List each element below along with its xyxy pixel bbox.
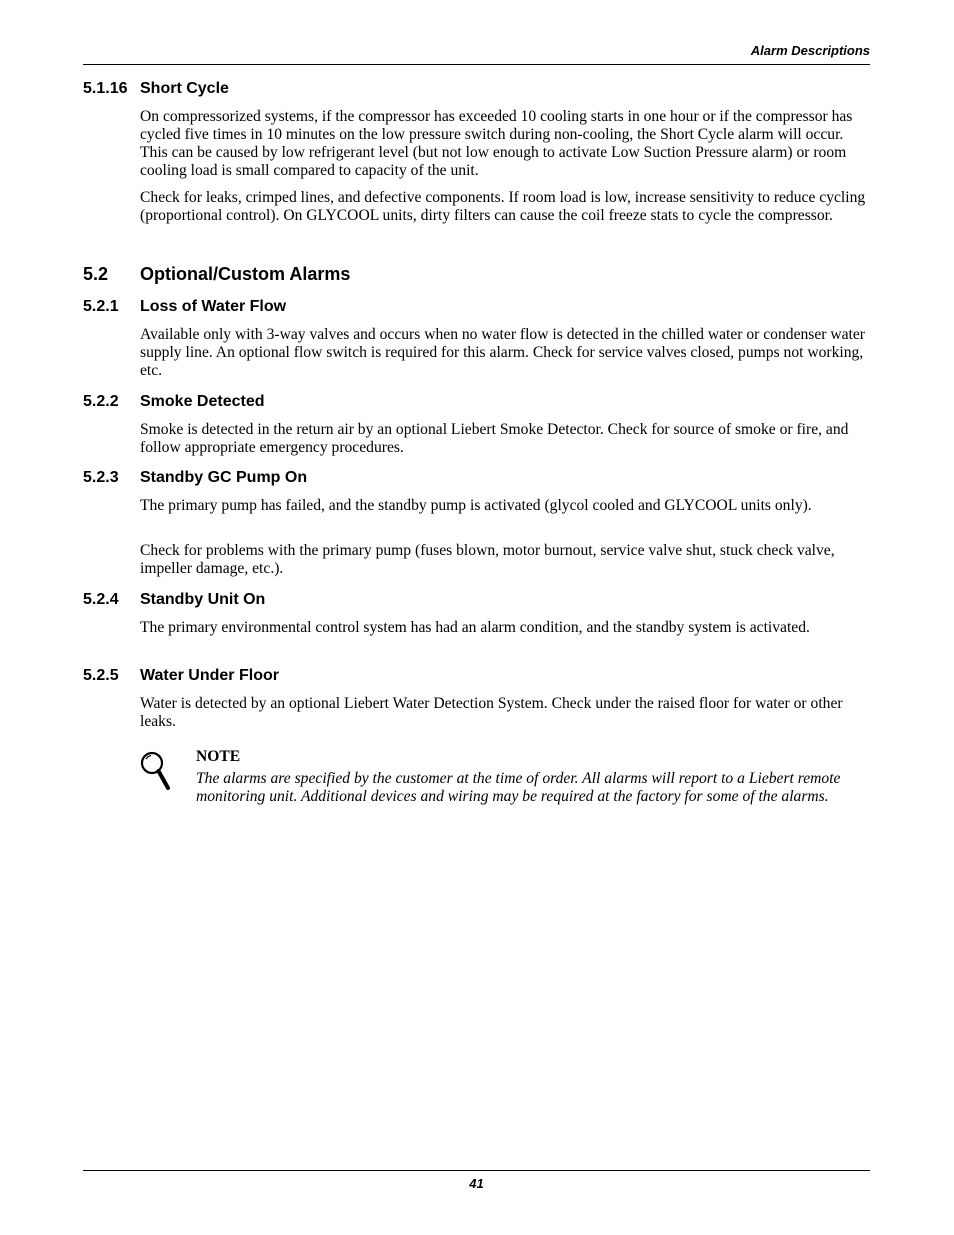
section-number: 5.2.4 bbox=[83, 591, 119, 608]
section-heading-standby-unit-on bbox=[83, 591, 265, 609]
section-title: Loss of Water Flow bbox=[140, 298, 287, 315]
section-number: 5.2 bbox=[83, 264, 109, 284]
section-heading-short-cycle bbox=[83, 80, 229, 98]
section-heading-loss-of-water-flow bbox=[83, 298, 286, 316]
note-text: The alarms are specified by the customer at the time of order. All alarms will report to a Liebert remote monitoring unit. Additional devices and wiring may be required at the factory for some of the alarms. bbox=[196, 770, 841, 805]
section-title: Smoke Detected bbox=[140, 393, 265, 410]
section-title: Short Cycle bbox=[140, 80, 229, 97]
section-number: 5.2.1 bbox=[83, 298, 119, 315]
magnifier-icon bbox=[139, 750, 173, 794]
section-number: 5.2.5 bbox=[83, 667, 119, 684]
paragraph: Available only with 3-way valves and occurs when no water flow is detected in the chilled water or condenser water supply line. An optional flow switch is required for this alarm. Check for service valves closed, pumps not working, etc. bbox=[140, 326, 865, 379]
paragraph: On compressorized systems, if the compressor has exceeded 10 cooling starts in one hour or if the compressor has cycled five times in 10 minutes on the low pressure switch during non-cooling, the Short Cycle alarm will occur. This can be caused by low refrigerant level (but not low enough to activate Low Suction Pressure alarm) or room cooling load is small compared to capacity of the unit. bbox=[140, 108, 853, 179]
section-heading-water-under-floor bbox=[83, 667, 279, 685]
section-heading-standby-gc-pump-on bbox=[83, 469, 307, 487]
paragraph: The primary environmental control system has had an alarm condition, and the standby system is activated. bbox=[140, 619, 810, 636]
paragraph: Smoke is detected in the return air by an optional Liebert Smoke Detector. Check for source of smoke or fire, and follow appropriate emergency procedures. bbox=[140, 421, 849, 456]
paragraph: The primary pump has failed, and the standby pump is activated (glycol cooled and GLYCOOL units only). bbox=[140, 497, 812, 514]
paragraph: Check for problems with the primary pump (fuses blown, motor burnout, service valve shut, stuck check valve, impeller damage, etc.). bbox=[140, 542, 835, 577]
section-number: 5.2.2 bbox=[83, 393, 119, 410]
section-heading-smoke-detected bbox=[83, 393, 265, 411]
section-title: Standby Unit On bbox=[140, 591, 266, 608]
section-number: 5.1.16 bbox=[83, 80, 128, 97]
paragraph: Water is detected by an optional Liebert Water Detection System. Check under the raised floor for water or other leaks. bbox=[140, 695, 843, 730]
section-title: Optional/Custom Alarms bbox=[140, 264, 351, 284]
header-rule bbox=[83, 64, 870, 65]
note-title: NOTE bbox=[196, 748, 241, 765]
section-title: Standby GC Pump On bbox=[140, 469, 308, 486]
section-heading-optional-custom-alarms bbox=[83, 264, 350, 285]
footer-rule bbox=[83, 1170, 870, 1171]
page-number: 41 bbox=[469, 1176, 484, 1191]
section-number: 5.2.3 bbox=[83, 469, 119, 486]
running-header: Alarm Descriptions bbox=[750, 43, 870, 58]
paragraph: Check for leaks, crimped lines, and defective components. If room load is low, increase sensitivity to reduce cycling (proportional control). On GLYCOOL units, dirty filters can cause the coil freeze stats to cycle the compressor. bbox=[140, 189, 866, 224]
section-title: Water Under Floor bbox=[140, 667, 279, 684]
